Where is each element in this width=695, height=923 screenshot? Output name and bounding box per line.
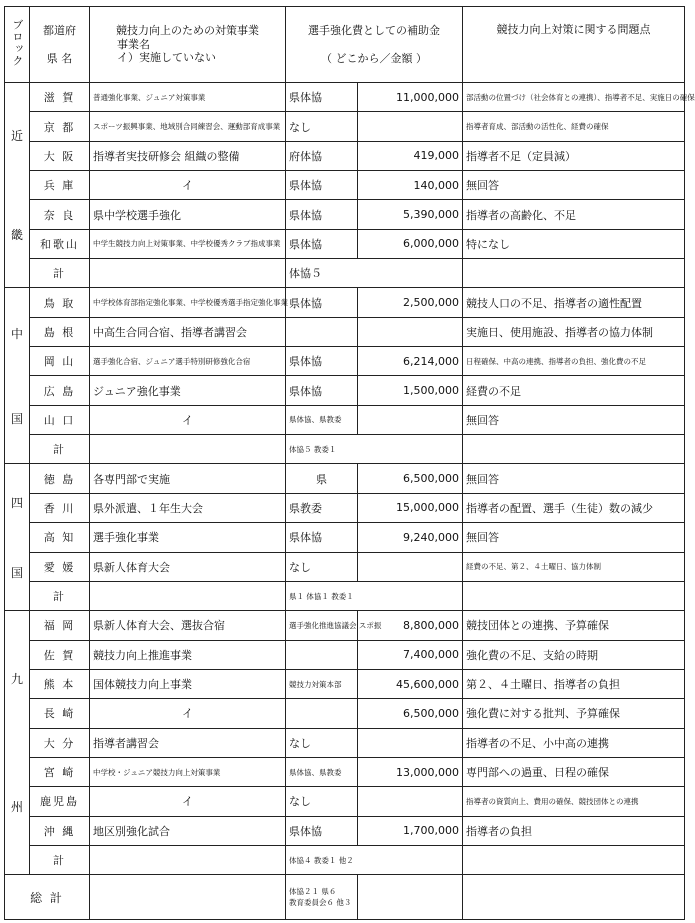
project-name: 普通強化事業、ジュニア対策事業 — [90, 83, 286, 112]
prefecture-name: 京 都 — [30, 112, 90, 141]
table-row — [5, 171, 685, 200]
block-name-char: 九 — [10, 671, 23, 686]
subtotal-empty — [463, 259, 685, 288]
subsidy-source: なし — [286, 787, 358, 816]
prefecture-name: 広 島 — [30, 376, 90, 405]
problem-text: 指導者育成、部活動の活性化、経費の確保 — [463, 112, 685, 141]
header-subsidy-line1: 選手強化費としての補助金 — [308, 23, 440, 37]
subsidy-source: 県体協 — [286, 376, 358, 405]
subsidy-source: 府体協 — [286, 141, 358, 170]
subsidy-amount: 15,000,000 — [358, 493, 463, 522]
grand-total-source — [286, 875, 358, 920]
table-row — [5, 83, 685, 112]
prefecture-name: 佐 賀 — [30, 640, 90, 669]
prefecture-name: 島 根 — [30, 317, 90, 346]
subsidy-amount: 13,000,000 — [358, 757, 463, 786]
header-row — [5, 7, 685, 83]
subsidy-amount — [358, 728, 463, 757]
problem-text: 無回答 — [463, 523, 685, 552]
grand-total-label: 総 計 — [5, 875, 90, 920]
project-name: 中高生合同合宿、指導者講習会 — [90, 317, 286, 346]
subsidy-source — [286, 699, 358, 728]
subsidy-amount — [358, 552, 463, 581]
prefecture-name: 滋 賀 — [30, 83, 90, 112]
subtotal-row — [5, 845, 685, 874]
table-row — [5, 816, 685, 845]
subsidy-source: 県教委 — [286, 493, 358, 522]
problem-text: 無回答 — [463, 464, 685, 493]
problem-text: 日程確保、中高の連携、指導者の負担、強化費の不足 — [463, 347, 685, 376]
project-name: イ — [90, 171, 286, 200]
problem-text: 経費の不足 — [463, 376, 685, 405]
subtotal-empty — [90, 259, 286, 288]
header-subsidy — [286, 7, 463, 83]
subsidy-source: 選手強化推進協議会 スポ振 — [286, 611, 358, 640]
project-name: スポーツ振興事業、地域別合同練習会、運動部育成事業 — [90, 112, 286, 141]
subsidy-amount — [358, 112, 463, 141]
subsidy-amount: 419,000 — [358, 141, 463, 170]
subsidy-amount: 6,500,000 — [358, 699, 463, 728]
problem-text: 指導者の高齢化、不足 — [463, 200, 685, 229]
header-problems — [463, 7, 685, 83]
header-project-line1: 競技力向上のための対策事業 — [116, 23, 259, 37]
subsidy-amount: 7,400,000 — [358, 640, 463, 669]
subtotal-label: 計 — [30, 581, 90, 610]
subsidy-source: 県体協 — [286, 200, 358, 229]
table-row — [5, 669, 685, 698]
problem-text: 強化費の不足、支給の時期 — [463, 640, 685, 669]
grand-total-row — [5, 875, 685, 920]
block-name-char: 州 — [10, 800, 23, 815]
subsidy-amount — [358, 787, 463, 816]
project-name: 県新人体育大会、選抜合宿 — [90, 611, 286, 640]
subtotal-label: 計 — [30, 259, 90, 288]
prefecture-name: 山 口 — [30, 405, 90, 434]
subsidy-amount: 2,500,000 — [358, 288, 463, 317]
subsidy-amount: 6,000,000 — [358, 229, 463, 258]
subsidy-amount: 6,500,000 — [358, 464, 463, 493]
problem-text: 経費の不足、第２、４土曜日、協力体制 — [463, 552, 685, 581]
table-row — [5, 112, 685, 141]
project-name: 中学校・ジュニア競技力向上対策事業 — [90, 757, 286, 786]
table-row — [5, 757, 685, 786]
table-row — [5, 229, 685, 258]
project-name: 中学生競技力向上対策事業、中学校優秀クラブ指成事業 — [90, 229, 286, 258]
subsidy-source: 県体協、県教委 — [286, 757, 358, 786]
project-name: 指導者講習会 — [90, 728, 286, 757]
header-project-line2: 事業名 — [117, 37, 150, 51]
subtotal-row — [5, 259, 685, 288]
prefecture-name: 長 崎 — [30, 699, 90, 728]
table-row — [5, 523, 685, 552]
project-name: 選手強化事業 — [90, 523, 286, 552]
subtotal-empty — [90, 581, 286, 610]
subsidy-amount: 11,000,000 — [358, 83, 463, 112]
subtotal-empty — [90, 845, 286, 874]
problem-text: 専門部への過重、日程の確保 — [463, 757, 685, 786]
table-row — [5, 200, 685, 229]
problem-text: 競技人口の不足、指導者の適性配置 — [463, 288, 685, 317]
table-row — [5, 317, 685, 346]
project-name: 県新人体育大会 — [90, 552, 286, 581]
subtotal-source: 体協４ 教委１ 他２ — [286, 845, 463, 874]
problem-text: 指導者の不足、小中高の連携 — [463, 728, 685, 757]
grand-total-source-line1: 体協２１ 県６ — [289, 887, 337, 897]
project-name: イ — [90, 787, 286, 816]
table-row — [5, 728, 685, 757]
table-row — [5, 376, 685, 405]
prefecture-name: 高 知 — [30, 523, 90, 552]
subsidy-amount: 1,500,000 — [358, 376, 463, 405]
subsidy-source: なし — [286, 112, 358, 141]
subsidy-source: なし — [286, 728, 358, 757]
project-name: 選手強化合宿、ジュニア選手特別研修強化合宿 — [90, 347, 286, 376]
subtotal-row — [5, 435, 685, 464]
subtotal-empty — [463, 435, 685, 464]
problem-text: 特になし — [463, 229, 685, 258]
grand-total-empty — [90, 875, 286, 920]
prefecture-name: 香 川 — [30, 493, 90, 522]
header-project — [90, 7, 286, 83]
problem-text: 無回答 — [463, 171, 685, 200]
block-name — [5, 288, 30, 464]
subsidy-source: 県体協、県教委 — [286, 405, 358, 434]
prefecture-name: 沖 縄 — [30, 816, 90, 845]
block-name-char: 中 — [10, 326, 23, 341]
table-row — [5, 552, 685, 581]
table-row — [5, 699, 685, 728]
block-name-char: 四 — [10, 495, 23, 510]
table-row — [5, 464, 685, 493]
subsidy-amount: 6,214,000 — [358, 347, 463, 376]
problem-text: 無回答 — [463, 405, 685, 434]
prefecture-name: 兵 庫 — [30, 171, 90, 200]
subsidy-source: なし — [286, 552, 358, 581]
subsidy-source — [286, 640, 358, 669]
block-name-char: 近 — [10, 128, 23, 143]
header-pref-bottom: 県 名 — [46, 51, 73, 65]
block-name — [5, 611, 30, 875]
block-name-char: 国 — [10, 411, 23, 426]
subsidy-source: 県体協 — [286, 229, 358, 258]
table-row — [5, 787, 685, 816]
subsidy-source: 競技力対策本部 — [286, 669, 358, 698]
subsidy-source: 県体協 — [286, 288, 358, 317]
table-row — [5, 611, 685, 640]
header-block — [5, 7, 30, 83]
header-project-line3: イ）実施していない — [117, 51, 216, 65]
table-row — [5, 288, 685, 317]
prefecture-name: 岡 山 — [30, 347, 90, 376]
problem-text: 競技団体との連携、予算確保 — [463, 611, 685, 640]
project-name: 国体競技力向上事業 — [90, 669, 286, 698]
grand-total-empty — [358, 875, 463, 920]
subsidy-source — [286, 317, 358, 346]
project-name: 中学校体育部指定強化事業、中学校優秀選手指定強化事業 — [90, 288, 286, 317]
problem-text: 指導者の負担 — [463, 816, 685, 845]
problem-text: 実施日、使用施設、指導者の協力体制 — [463, 317, 685, 346]
prefecture-name: 大 阪 — [30, 141, 90, 170]
project-name: イ — [90, 699, 286, 728]
problem-text: 指導者不足（定員減） — [463, 141, 685, 170]
prefecture-name: 鳥 取 — [30, 288, 90, 317]
subsidy-amount: 8,800,000 — [358, 611, 463, 640]
prefecture-name: 熊 本 — [30, 669, 90, 698]
header-pref — [30, 7, 90, 83]
header-pref-top: 都道府 — [43, 23, 76, 37]
table-row — [5, 493, 685, 522]
subsidy-amount — [358, 317, 463, 346]
header-subsidy-line2: （ どこから／金額 ） — [321, 51, 427, 65]
subtotal-empty — [90, 435, 286, 464]
table-row — [5, 141, 685, 170]
block-name-char: 畿 — [10, 228, 23, 243]
subtotal-empty — [463, 845, 685, 874]
subtotal-label: 計 — [30, 845, 90, 874]
prefecture-name: 和歌山 — [30, 229, 90, 258]
problem-text: 部活動の位置づけ（社会体育との連携）、指導者不足、実施日の確保 — [463, 83, 685, 112]
problem-text: 指導者の資質向上、費用の確保、競技団体との連携 — [463, 787, 685, 816]
project-name: ジュニア強化事業 — [90, 376, 286, 405]
problem-text: 指導者の配置、選手（生徒）数の減少 — [463, 493, 685, 522]
project-name: 地区別強化試合 — [90, 816, 286, 845]
header-problems-label: 競技力向上対策に関する問題点 — [496, 22, 651, 36]
table-body — [5, 83, 695, 920]
project-name: 指導者実技研修会 組織の整備 — [90, 141, 286, 170]
prefecture-name: 大 分 — [30, 728, 90, 757]
subsidy-source: 県 — [286, 464, 358, 493]
subtotal-label: 計 — [30, 435, 90, 464]
table-row — [5, 347, 685, 376]
subsidy-source: 県体協 — [286, 816, 358, 845]
problem-text: 第２、４土曜日、指導者の負担 — [463, 669, 685, 698]
subsidy-source: 県体協 — [286, 83, 358, 112]
project-name: 各専門部で実施 — [90, 464, 286, 493]
prefecture-name: 福 岡 — [30, 611, 90, 640]
subsidy-amount — [358, 405, 463, 434]
project-name: 県中学校選手強化 — [90, 200, 286, 229]
subtotal-empty — [463, 581, 685, 610]
project-name: 県外派遣、１年生大会 — [90, 493, 286, 522]
subsidy-amount: 140,000 — [358, 171, 463, 200]
subtotal-source: 県１ 体協１ 教委１ — [286, 581, 463, 610]
prefecture-name: 鹿児島 — [30, 787, 90, 816]
grand-total-source-line2: 教育委員会６ 他３ — [289, 898, 352, 908]
subsidy-amount: 1,700,000 — [358, 816, 463, 845]
subtotal-source: 体協５ 教委１ — [286, 435, 463, 464]
project-name: イ — [90, 405, 286, 434]
prefecture-name: 徳 島 — [30, 464, 90, 493]
header-block-label: ブロック — [10, 18, 24, 67]
subsidy-source: 県体協 — [286, 171, 358, 200]
subsidy-amount: 9,240,000 — [358, 523, 463, 552]
subsidy-amount: 5,390,000 — [358, 200, 463, 229]
project-name: 競技力向上推進事業 — [90, 640, 286, 669]
prefecture-name: 愛 媛 — [30, 552, 90, 581]
subsidy-amount: 45,600,000 — [358, 669, 463, 698]
block-name — [5, 464, 30, 611]
problem-text: 強化費に対する批判、予算確保 — [463, 699, 685, 728]
subtotal-row — [5, 581, 685, 610]
prefecture-name: 奈 良 — [30, 200, 90, 229]
block-name-char: 国 — [10, 566, 23, 581]
survey-table — [4, 6, 695, 920]
subsidy-source: 県体協 — [286, 523, 358, 552]
subsidy-source: 県体協 — [286, 347, 358, 376]
grand-total-empty — [463, 875, 685, 920]
table-row — [5, 640, 685, 669]
table-row — [5, 405, 685, 434]
prefecture-name: 宮 崎 — [30, 757, 90, 786]
subtotal-source: 体協５ — [286, 259, 463, 288]
block-name — [5, 83, 30, 288]
